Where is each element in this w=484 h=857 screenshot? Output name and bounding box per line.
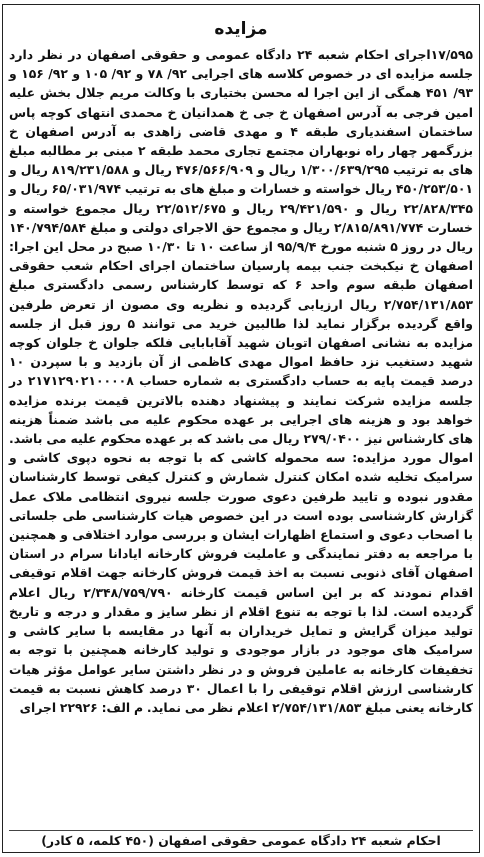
notice-frame [2, 4, 480, 853]
notice-footer: احکام شعبه ۲۴ دادگاه عمومی حقوقی اصفهان (۴۵۰ کلمه، ۵ کادر) [9, 830, 473, 850]
notice-title: مزایده [214, 19, 268, 39]
notice-body: ۱۷/۵۹۵اجرای احکام شعبه ۲۴ دادگاه عمومی و حقوقی اصفهان در نظر دارد جلسه مزایده ای در خصوص کلاسه های اجرایی ۹۲/ ۷۸ و ۹۲/ ۱۰۵ و ۹۲/ ۱۵۶ و ۹۳/ ۴۵۱ همگی از این اجرا له محسن بختیاری با وکالت مریم جلال بخش علیه امین فرجی به آدرس اصفهان خ جی خ همدانیان خ محمدی انتهای کوچه پاس ساختمان اسفندیاری طبقه ۴ و مهدی قاضی زاهدی به آدرس اصفهان خ بزرگمهر چهار راه نوبهاران مجتمع تجاری محمد طبقه ۲ مبنی بر مطالبه مبلغ های به ترتیب ۱/۳۰۰/۶۳۹/۲۹۵ ریال و ۴۷۶/۵۶۶/۹۰۹ ریال و ۸۱۹/۲۳۱/۵۸۸ ریال و ۴۵۰/۲۵۳/۵۰۱ ریال خواسته و خسارات و مبلغ های به ترتیب ۶۵/۰۳۱/۹۷۴ ریال و ۲۲/۸۲۸/۳۴۵ ریال و ۲۹/۴۲۱/۵۹۰ ریال و ۲۲/۵۱۲/۶۷۵ ریال مجموع خواسته و خسارت ۲/۸۱۵/۸۹۱/۷۷۴ ریال و مجموع حق الاجرای دولتی و مبلغ ۱۴۰/۷۹۴/۵۸۴ ریال در روز ۵ شنبه مورخ ۹۵/۹/۴ از ساعت ۱۰ تا ۱۰/۳۰ صبح در محل این اجرا: اصفهان خ نیکبخت جنب بیمه پارسیان ساختمان اجرای احکام شعب حقوقی اصفهان طبقه سوم واحد ۶ که توسط کارشناس رسمی دادگستری مبلغ ۲/۷۵۴/۱۳۱/۸۵۳ ریال ارزیابی گردیده و نظریه وی مصون از تعرض طرفین واقع گردیده برگزار نماید لذا طالبین خرید می توانند ۵ روز قبل از جلسه مزایده به نشانی اصفهان اتوبان شهید آقابابایی فلکه جلوان خ جلوان کوچه شهید دستغیب نزد حافظ اموال مهدی کاظمی از آن بازدید و با سپردن ۱۰ درصد قیمت پایه به حساب دادگستری به شماره حساب ۲۱۷۱۲۹۰۲۱۰۰۰۰۸ در جلسه مزایده شرکت نمایند و پیشنهاد دهنده بالاترین قیمت برنده مزایده خواهد بود و هزینه های اجرایی بر عهده محکوم علیه می باشد ضمناً هزینه های کارشناس نیز ۲۷۹/۰۴۰۰ ریال می باشد که بر عهده محکوم علیه می باشد. اموال مورد مزایده: سه محموله کاشی که با توجه به نحوه دپوی کاشی و سرامیک تخلیه شده امکان کنترل شمارش و کنترل کیفی توسط کارشناسان مقدور نبوده و تایید طرفین دعوی صورت جلسه نیروی انتظامی ملاک عمل گزارش کارشناسی بوده است در این خصوص هیات کارشناسی طی جلساتی با اصحاب دعوی و استماع اظهارات ایشان و بررسی موارد اختلافی و همچنین با مراجعه به دفتر نمایندگی و عاملیت فروش کارخانه ایادانا سرام در استان اصفهان آقای ذنوبی نسبت به اخذ قیمت فروش کارخانه جهت اقلام توقیفی اقدام نمودند که بر این اساس قیمت کارخانه ۲/۳۴۸/۷۵۹/۷۹۰ ریال اعلام گردیده است. لذا با توجه به تنوع اقلام از نظر سایز و مقدار و درجه و تاریخ تولید میزان گرایش و تمایل خریداران به آنها در مقایسه با سایر کاشی و سرامیک های موجود در بازار موجودی و تولید کارخانه همچنین با توجه به تخفیفات کارخانه به عاملین فروش و در نظر داشتن سایر عوامل مؤثر هیات کارشناسی ارزش اقلام توقیفی را با اعمال ۳۰ درصد کاهش نسبت به قیمت کارخانه یعنی مبلغ ۲/۷۵۴/۱۳۱/۸۵۳ اعلام نظر می نماید. م الف: ۲۲۹۲۶ اجرای [9, 47, 474, 715]
